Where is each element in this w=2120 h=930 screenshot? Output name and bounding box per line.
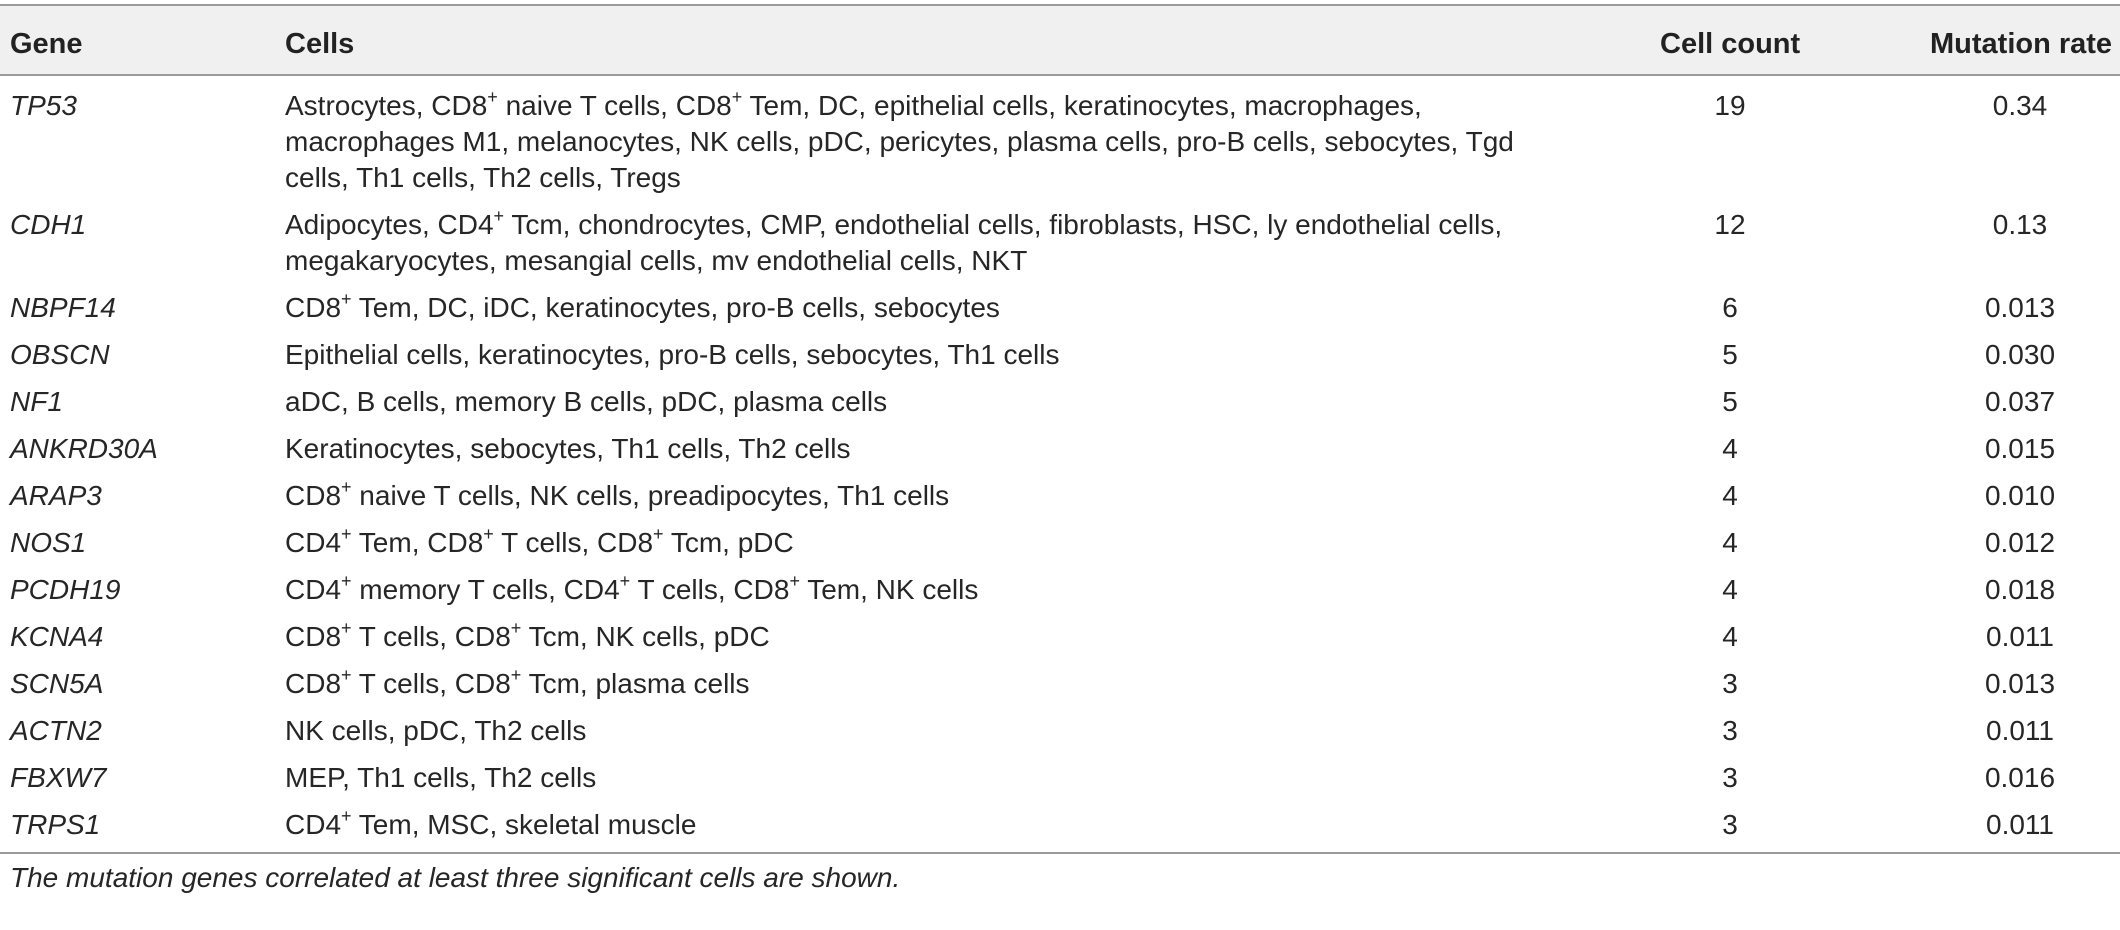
mutation-rate-cell: 0.013 [1984, 292, 2056, 323]
gene-cell: NF1 [10, 386, 63, 417]
gene-cell: CDH1 [10, 209, 87, 240]
cells-cell: CD4+ Tem, MSC, skeletal muscle [285, 806, 697, 840]
mutation-rate-cell: 0.011 [1986, 715, 2054, 746]
cells-cell: Adipocytes, CD4+ Tcm, chondrocytes, CMP, endothelial cells, fibroblasts, HSC, ly endothelial cells, megakaryocytes, mesangial cells, mv endothelial cells, NKT [285, 206, 1503, 276]
gene-cell: TP53 [10, 90, 77, 121]
mutation-rate-cell: 0.013 [1984, 668, 2056, 699]
cells-cell: NK cells, pDC, Th2 cells [285, 715, 587, 746]
gene-cell: KCNA4 [10, 621, 104, 652]
gene-cell: ANKRD30A [10, 433, 158, 464]
mutation-rate-cell: 0.016 [1984, 762, 2056, 793]
cells-cell: Epithelial cells, keratinocytes, pro-B cells, sebocytes, Th1 cells [285, 339, 1060, 370]
table-row [0, 76, 2120, 195]
gene-cell: OBSCN [10, 339, 110, 370]
table-row [0, 419, 2120, 466]
cells-cell: MEP, Th1 cells, Th2 cells [285, 762, 597, 793]
gene-cell: SCN5A [10, 668, 104, 699]
cells-cell: CD8+ Tem, DC, iDC, keratinocytes, pro-B cells, sebocytes [285, 289, 1000, 323]
cell-count-cell: 6 [1722, 292, 1738, 323]
cell-count-cell: 3 [1722, 809, 1738, 840]
table-row [0, 372, 2120, 419]
mutation-rate-cell: 0.015 [1984, 433, 2056, 464]
gene-cell: PCDH19 [10, 574, 121, 605]
header-cell-count: Cell count [1660, 28, 1801, 60]
table-row [0, 654, 2120, 701]
mutation-rate-cell: 0.13 [1992, 209, 2048, 240]
gene-cell: ACTN2 [10, 715, 102, 746]
header-cells: Cells [285, 28, 355, 60]
cells-cell: CD4+ memory T cells, CD4+ T cells, CD8+ Tem, NK cells [285, 571, 979, 605]
header-mutation-rate: Mutation rate [1930, 28, 2113, 60]
cell-count-cell: 12 [1714, 209, 1746, 240]
gene-cell: TRPS1 [10, 809, 101, 840]
table-footnote: The mutation genes correlated at least three significant cells are shown. [10, 862, 901, 893]
cell-count-cell: 4 [1722, 574, 1738, 605]
gene-cell: NOS1 [10, 527, 87, 558]
mutation-rate-cell: 0.018 [1984, 574, 2056, 605]
table-row [0, 466, 2120, 513]
table-row [0, 195, 2120, 278]
cell-count-cell: 4 [1722, 621, 1738, 652]
cells-cell: CD8+ T cells, CD8+ Tcm, plasma cells [285, 665, 750, 699]
cell-count-cell: 3 [1722, 715, 1738, 746]
mutation-rate-cell: 0.011 [1986, 809, 2054, 840]
table-row [0, 748, 2120, 795]
gene-cell: ARAP3 [10, 480, 102, 511]
cell-count-cell: 4 [1722, 433, 1738, 464]
cell-count-cell: 19 [1714, 90, 1746, 121]
cells-cell: CD4+ Tem, CD8+ T cells, CD8+ Tcm, pDC [285, 524, 794, 558]
table-body [0, 76, 2120, 842]
table-row [0, 795, 2120, 842]
table-row [0, 325, 2120, 372]
gene-cell: FBXW7 [10, 762, 107, 793]
mutation-rate-cell: 0.010 [1984, 480, 2056, 511]
table-header [0, 6, 2120, 76]
mutation-rate-cell: 0.012 [1984, 527, 2056, 558]
mutation-rate-cell: 0.011 [1986, 621, 2054, 652]
cell-count-cell: 5 [1722, 386, 1738, 417]
cells-cell: Keratinocytes, sebocytes, Th1 cells, Th2 cells [285, 433, 851, 464]
gene-cell: NBPF14 [10, 292, 116, 323]
table-row [0, 278, 2120, 325]
cell-count-cell: 3 [1722, 762, 1738, 793]
bottom-rule [0, 852, 2120, 854]
header-gene: Gene [10, 28, 83, 60]
cell-count-cell: 4 [1722, 480, 1738, 511]
table-row [0, 607, 2120, 654]
cells-cell: CD8+ naive T cells, NK cells, preadipocytes, Th1 cells [285, 477, 950, 511]
cell-count-cell: 3 [1722, 668, 1738, 699]
cells-cell: CD8+ T cells, CD8+ Tcm, NK cells, pDC [285, 618, 770, 652]
table-row [0, 701, 2120, 748]
cells-cell: aDC, B cells, memory B cells, pDC, plasma cells [285, 386, 888, 417]
mutation-rate-cell: 0.34 [1992, 90, 2048, 121]
cell-count-cell: 4 [1722, 527, 1738, 558]
mutation-rate-cell: 0.037 [1984, 386, 2056, 417]
cell-count-cell: 5 [1722, 339, 1738, 370]
mutation-rate-cell: 0.030 [1984, 339, 2056, 370]
table-row [0, 560, 2120, 607]
table-row [0, 513, 2120, 560]
cells-cell: Astrocytes, CD8+ naive T cells, CD8+ Tem, DC, epithelial cells, keratinocytes, macrophages, macrophages M1, melanocytes, NK cells, pDC, pericytes, plasma cells, pro-B cells, sebocytes, Tgd cells, Th1 cells, Th2 cells, Tregs [285, 87, 1514, 193]
